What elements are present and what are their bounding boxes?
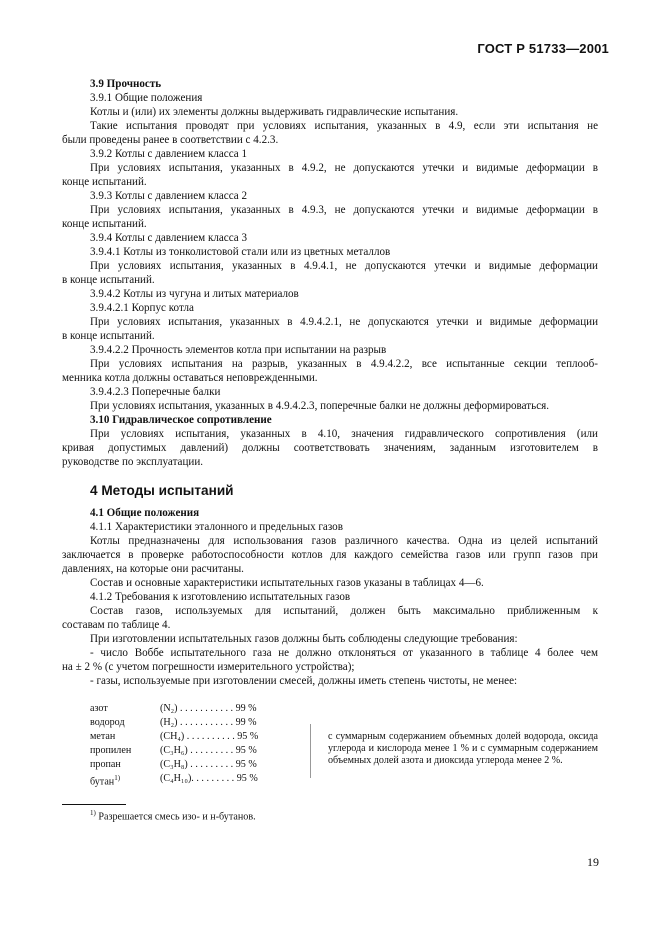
heading-3-10: 3.10 Гидравлическое сопротивление: [90, 414, 272, 426]
paragraph-line: - число Воббе испытательного газа не должно отклоняться от указанного в таблице 4 более чем: [90, 647, 598, 659]
subheading: 4.1.2 Требования к изготовлению испытательных газов: [90, 591, 351, 603]
gas-formula: (N₂) . . . . . . . . . . . 99 %: [160, 703, 257, 714]
gas-formula: (C₄H₁₀). . . . . . . . . 95 %: [160, 773, 258, 784]
gas-formula: (C₃H₈) . . . . . . . . . 95 %: [160, 759, 257, 770]
subheading: 3.9.3 Котлы с давлением класса 2: [90, 190, 248, 202]
paragraph-line: давлениях, на которые они расчитаны.: [62, 563, 244, 575]
footnote-divider: [62, 804, 126, 805]
footnote-mark: 1): [90, 809, 96, 817]
subheading: 4.1.1 Характеристики эталонного и предельных газов: [90, 521, 343, 533]
paragraph-line: менника котла должны оставаться неповрежденными.: [62, 372, 318, 384]
page-number: 19: [587, 855, 599, 869]
gas-formula: (C₃H₆) . . . . . . . . . 95 %: [160, 745, 257, 756]
section-4-heading: 4 Методы испытаний: [90, 483, 234, 498]
standard-header: ГОСТ Р 51733—2001: [477, 41, 609, 56]
paragraph-line: конце испытаний.: [62, 218, 147, 230]
paragraph-line: заключается в проверке работоспособности котлов для каждого семейства газов или групп газов при: [62, 549, 598, 561]
subheading: 3.9.4.2.2 Прочность элементов котла при испытании на разрыв: [90, 344, 387, 356]
paragraph-line: При условиях испытания, указанных в 4.9.2, не допускаются утечки и видимые деформации в: [90, 162, 598, 174]
paragraph-line: При условиях испытания, указанных в 4.9.4.2.1, не допускаются утечки и видимые деформации: [90, 316, 598, 328]
paragraph-line: составам по таблице 4.: [62, 619, 171, 631]
subheading: 3.9.4.2.3 Поперечные балки: [90, 386, 221, 398]
paragraph-line: - газы, используемые при изготовлении смесей, должны иметь степень чистоты, не менее:: [90, 675, 518, 687]
paragraph-line: руководстве по эксплуатации.: [62, 456, 204, 468]
paragraph-line: Состав и основные характеристики испытательных газов указаны в таблицах 4—6.: [90, 577, 484, 589]
gas-purity-note: с суммарным содержанием объемных долей водорода, оксида углерода и кислорода менее 1 % и с суммарным содержанием объемных долей азота и диоксида углерода менее 2 %.: [328, 731, 598, 766]
gas-name: водород: [90, 717, 125, 728]
paragraph-line: При условиях испытания, указанных в 4.10, значения гидравлического сопротивления (или: [90, 428, 598, 440]
paragraph-line: кривая допустимых давлений) должны соответствовать значениям, заданным изготовителем в: [62, 442, 598, 454]
footnote: [90, 809, 256, 822]
paragraph-line: При условиях испытания, указанных в 4.9.4.2.3, поперечные балки не должны деформироваться.: [90, 400, 549, 412]
gas-formula: (CH₄) . . . . . . . . . . 95 %: [160, 731, 259, 742]
heading-4-1: 4.1 Общие положения: [90, 507, 200, 519]
paragraph-line: При условиях испытания, указанных в 4.9.4.1, не допускаются утечки и видимые деформации: [90, 260, 598, 272]
gas-name: азот: [90, 703, 108, 714]
paragraph-line: были проведены ранее в соответствии с 4.2.3.: [62, 134, 279, 146]
footnote-text: Разрешается смесь изо- и н-бутанов.: [98, 811, 256, 823]
paragraph-line: конце испытаний.: [62, 176, 147, 188]
paragraph-line: При условиях испытания, указанных в 4.9.3, не допускаются утечки и видимые деформации в: [90, 204, 598, 216]
paragraph-line: в конце испытаний.: [62, 274, 155, 286]
gas-name: метан: [90, 731, 116, 742]
paragraph-line: Котлы предназначены для использования газов различного качества. Одна из целей испытаний: [90, 535, 598, 547]
gas-name: бутан: [90, 776, 115, 788]
gas-name-footnoted: [90, 772, 120, 789]
paragraph-line: При изготовлении испытательных газов должны быть соблюдены следующие требования:: [90, 633, 518, 645]
subheading: 3.9.4.2.1 Корпус котла: [90, 302, 194, 314]
subheading: 3.9.1 Общие положения: [90, 92, 203, 104]
subheading: 3.9.4 Котлы с давлением класса 3: [90, 232, 248, 244]
paragraph-line: Котлы и (или) их элементы должны выдерживать гидравлические испытания.: [90, 106, 459, 118]
heading-3-9: 3.9 Прочность: [90, 78, 162, 90]
paragraph-line: в конце испытаний.: [62, 330, 155, 342]
gas-name: пропан: [90, 759, 121, 770]
paragraph-line: Такие испытания проводят при условиях испытания, указанных в 4.9, если эти испытания не: [90, 120, 598, 132]
gas-formula: (H₂) . . . . . . . . . . . 99 %: [160, 717, 257, 728]
subheading: 3.9.4.2 Котлы из чугуна и литых материалов: [90, 288, 299, 300]
paragraph-line: Состав газов, используемых для испытаний, должен быть максимально приближенным к: [90, 605, 598, 617]
footnote-ref: 1): [114, 774, 121, 782]
paragraph-line: на ± 2 % (с учетом погрешности измерительного устройства);: [62, 661, 355, 673]
grouping-brace: [310, 724, 319, 778]
subheading: 3.9.2 Котлы с давлением класса 1: [90, 148, 248, 160]
gas-name: пропилен: [90, 745, 132, 756]
subheading: 3.9.4.1 Котлы из тонколистовой стали или из цветных металлов: [90, 246, 391, 258]
paragraph-line: При условиях испытания на разрыв, указанных в 4.9.4.2.2, все испытанные секции теплооб-: [90, 358, 598, 370]
